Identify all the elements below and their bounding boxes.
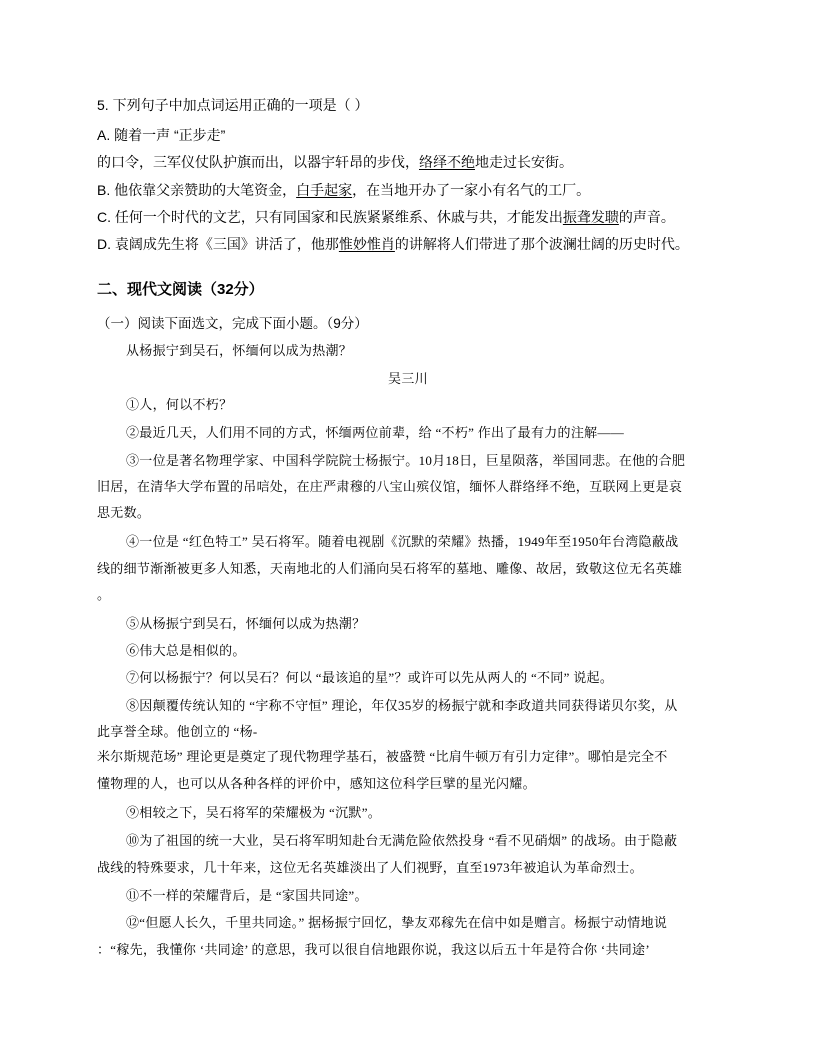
paragraph-line: ⑧因颠覆传统认知的 “宇称不守恒” 理论，年仅35岁的杨振宁就和李政道共同获得诺贝尔奖，从	[126, 698, 678, 713]
paragraph-line: 线的细节渐渐被更多人知悉，天南地北的人们涌向吴石将军的墓地、雕像、故居，致敬这位无名英雄	[97, 561, 683, 576]
paragraph-line: 旧居，在清华大学布置的吊唁处，在庄严肃穆的八宝山殡仪馆，缅怀人群络绎不绝，互联网上更是哀	[97, 479, 683, 494]
option-d-text-pre: D. 袁阔成先生将《三国》讲活了，他那	[97, 236, 339, 252]
option-a-marked-word: 络绎不绝	[419, 154, 475, 170]
option-a-line1: A. 随着一声 “正步走”	[97, 127, 226, 143]
paragraph-line: ⑫“但愿人长久，千里共同途。” 据杨振宁回忆，挚友邓稼先在信中如是赠言。杨振宁动情地说	[126, 915, 668, 930]
option-b-marked-word: 白手起家	[296, 182, 353, 198]
paragraph-line: 。	[97, 587, 111, 602]
option-b-text-post: ，在当地开办了一家小有名气的工厂。	[352, 182, 591, 198]
article-author: 吴三川	[388, 371, 428, 386]
option-c-marked-word: 振聋发聩	[562, 209, 619, 225]
paragraph-line: ⑥伟大总是相似的。	[126, 643, 246, 658]
option-c-text-pre: C. 任何一个时代的文艺，只有同国家和民族紧紧维系、休戚与共，才能发出	[97, 209, 563, 225]
question-5-stem: 5. 下列句子中加点词运用正确的一项是（ ）	[97, 97, 369, 113]
option-c-text-post: 的声音。	[618, 209, 675, 225]
paragraph-line: ②最近几天，人们用不同的方式，怀缅两位前辈，给 “不朽” 作出了最有力的注解——	[126, 425, 625, 440]
paragraph-line: ④一位是 “红色特工” 吴石将军。随着电视剧《沉默的荣耀》热播，1949年至1950年台湾隐蔽战	[126, 534, 679, 549]
option-d	[97, 234, 689, 254]
paragraph-line: ①人，何以不朽？	[126, 397, 233, 412]
paragraph-line: ⑦何以杨振宁？何以吴石？何以 “最该追的星”？或许可以先从两人的 “不同” 说起。	[126, 670, 614, 685]
paragraph-line: ⑪不一样的荣耀背后，是 “家国共同途”。	[126, 888, 368, 903]
paragraph-line: ：“稼先，我懂你 ‘共同途’ 的意思，我可以很自信地跟你说，我这以后五十年是符合你 ‘共同途’	[97, 942, 650, 957]
option-c	[97, 207, 675, 227]
paragraph-line: ⑩为了祖国的统一大业，吴石将军明知赴台无满危险依然投身 “看不见硝烟” 的战场。由于隐蔽	[126, 833, 678, 848]
paragraph-line: 战线的特殊要求，几十年来，这位无名英雄淡出了人们视野，直至1973年被追认为革命烈士。	[97, 860, 643, 875]
option-a-text-pre: 的口令，三军仪仗队护旗而出，以器宇轩昂的步伐，	[97, 154, 419, 170]
article-headline: 从杨振宁到吴石，怀缅何以成为热潮？	[126, 343, 353, 358]
paragraph-line: 懂物理的人，也可以从各种各样的评价中，感知这位科学巨擘的星光闪耀。	[97, 776, 536, 791]
paragraph-line: 米尔斯规范场” 理论更是奠定了现代物理学基石，被盛赞 “比肩牛顿万有引力定律”。哪怕是完全不	[97, 749, 668, 764]
section-2-instruction: （一）阅读下面选文，完成下面小题。（9分）	[97, 316, 368, 331]
option-d-text-post: 的讲解将人们带进了那个波澜壮阔的历史时代。	[394, 236, 689, 252]
paragraph-line: 思无数。	[97, 505, 151, 520]
option-a-text-post: 地走过长安街。	[475, 154, 573, 170]
option-a-line2	[97, 152, 573, 172]
section-2-title: 二、现代文阅读（32分）	[97, 281, 264, 298]
paragraph-line: ③一位是著名物理学家、中国科学院院士杨振宁。10月18日，巨星陨落，举国同悲。在他的合肥	[126, 453, 686, 468]
paragraph-line: ⑨相较之下，吴石将军的荣耀极为 “沉默”。	[126, 805, 382, 820]
paragraph-line: 此享誉全球。他创立的 “杨-	[97, 724, 258, 739]
option-d-marked-word: 惟妙惟肖	[338, 236, 395, 252]
option-b	[97, 180, 590, 200]
option-b-text-pre: B. 他依靠父亲赞助的大笔资金，	[97, 182, 297, 198]
paragraph-line: ⑤从杨振宁到吴石，怀缅何以成为热潮？	[126, 616, 366, 631]
